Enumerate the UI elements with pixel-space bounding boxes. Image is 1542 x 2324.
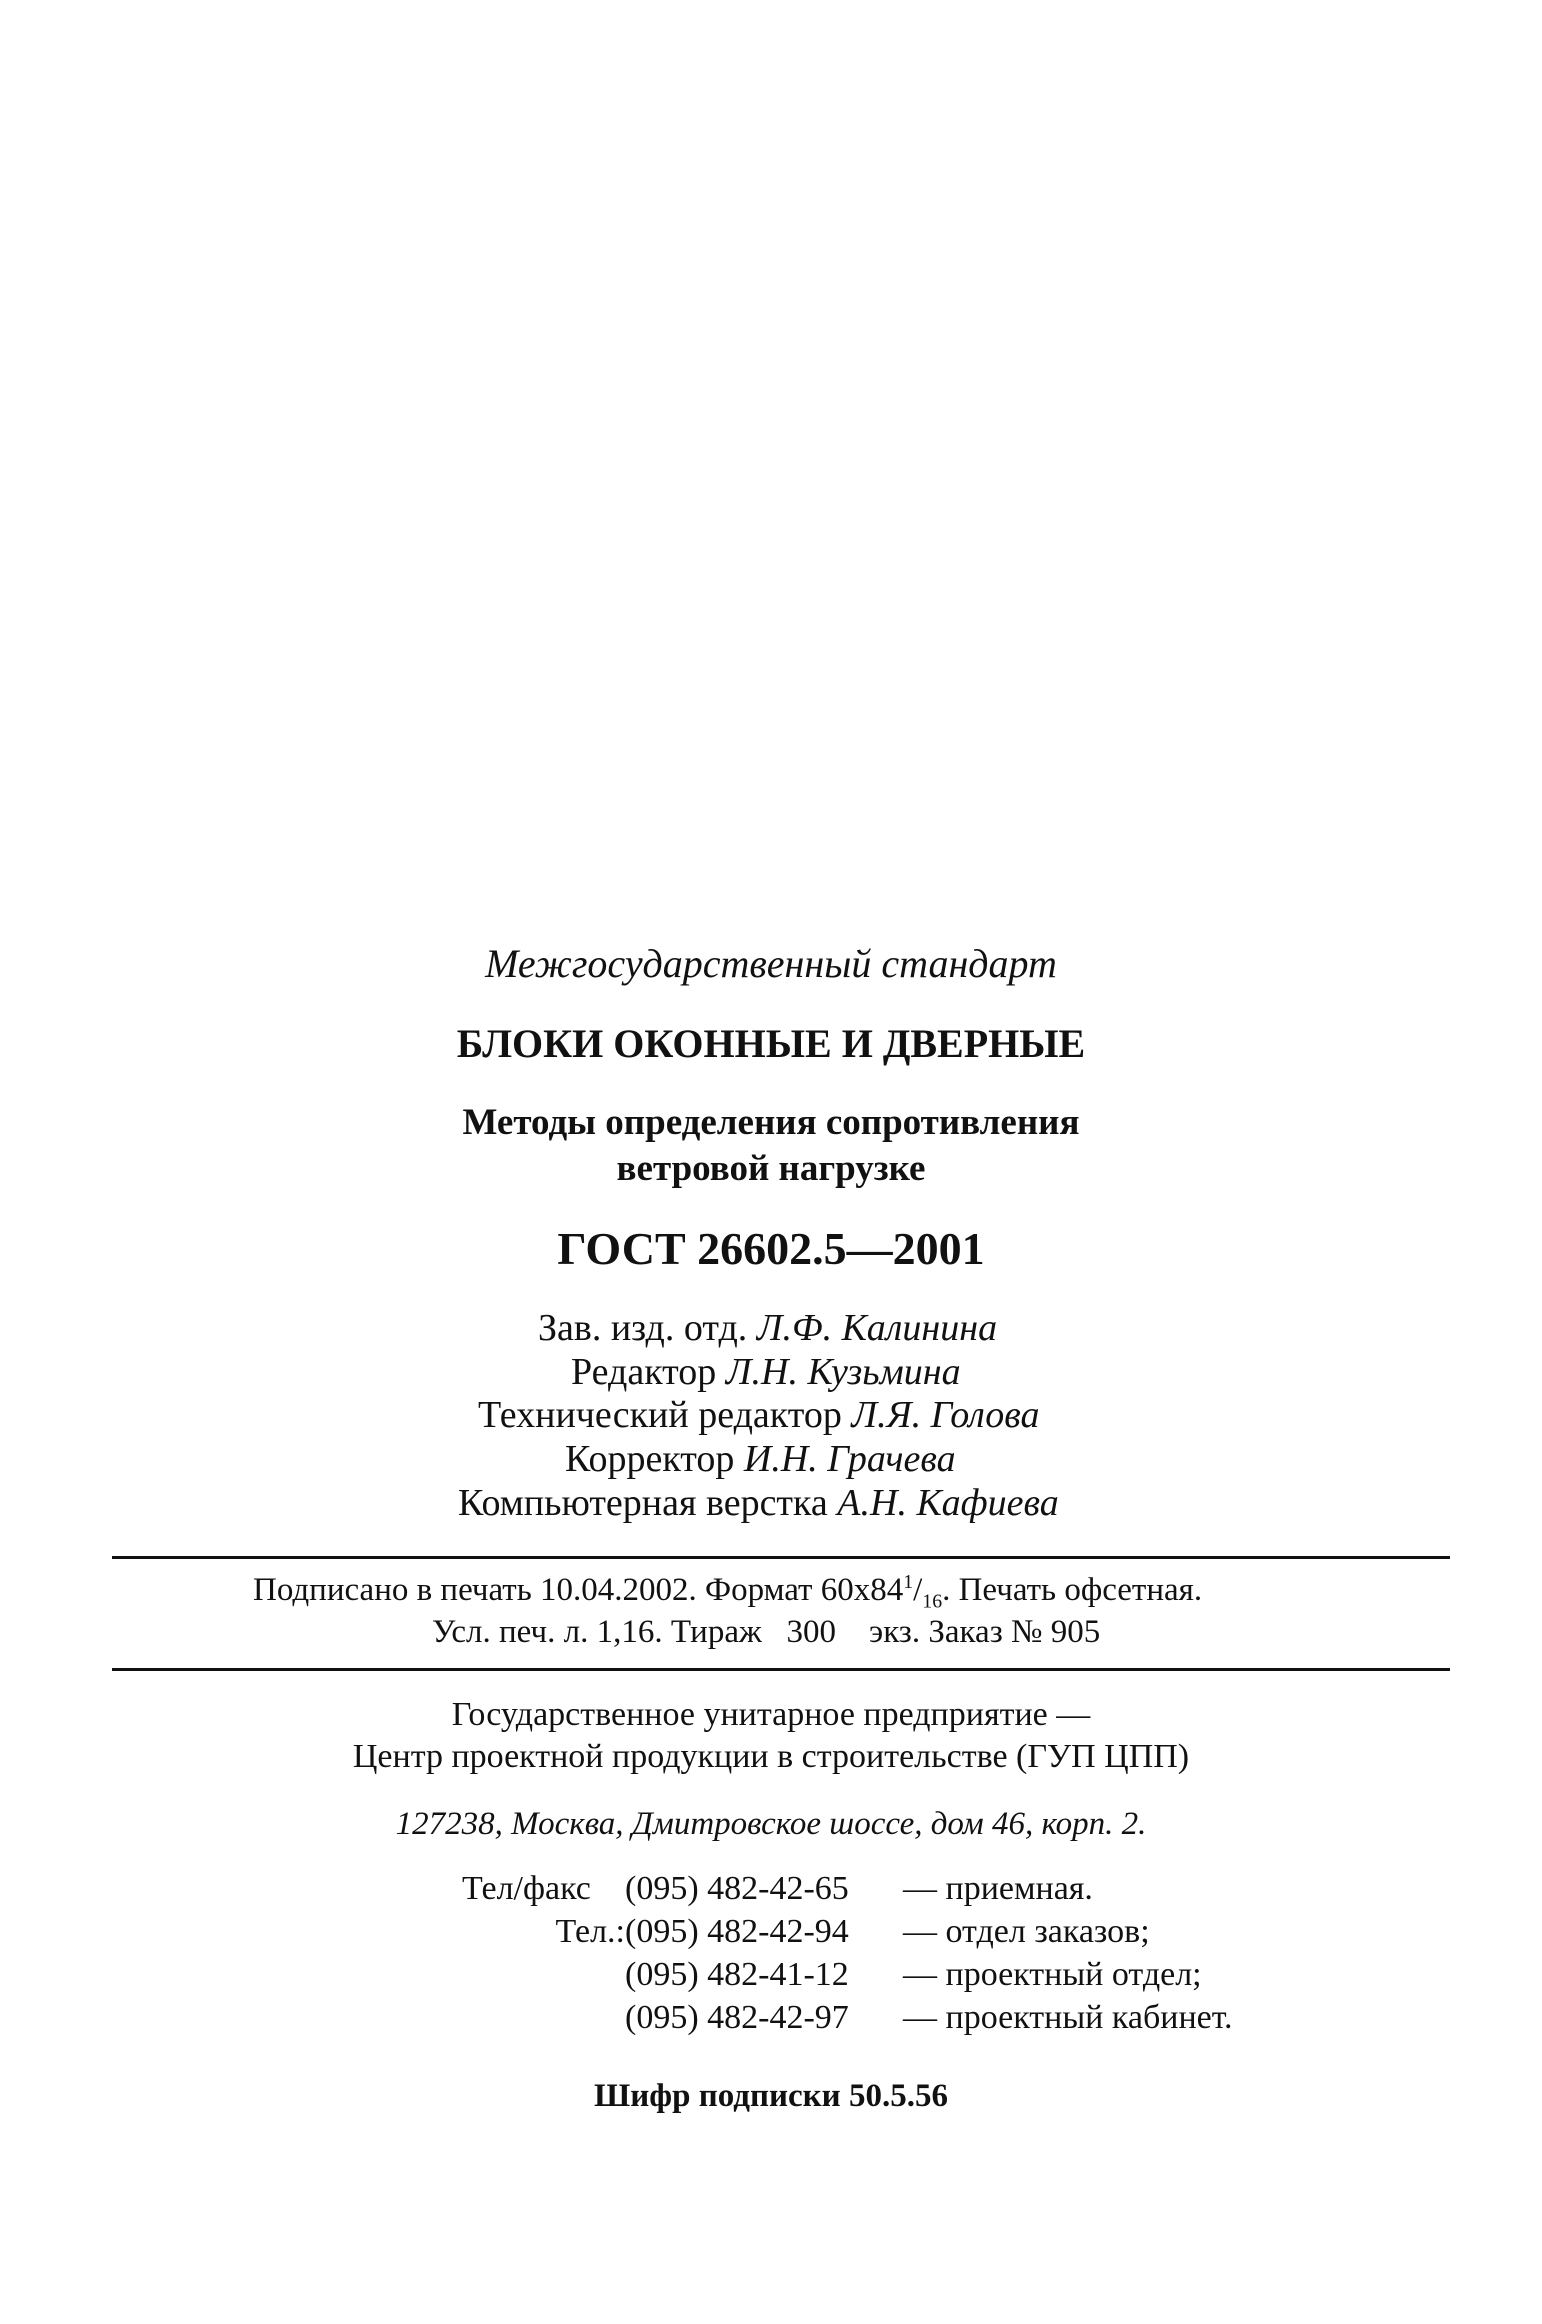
- document-method-line-2: ветровой нагрузке: [616, 1148, 926, 1189]
- contact-desc: — отдел заказов;: [903, 1913, 1150, 1950]
- credit-proofreader: [565, 1437, 956, 1481]
- contact-label: Тел/факс: [462, 1870, 591, 1907]
- credit-name: А.Н. Кафиева: [837, 1482, 1059, 1524]
- credit-role: Зав. изд. отд.: [538, 1307, 748, 1349]
- credit-role: Корректор: [565, 1438, 735, 1480]
- contact-phone: (095) 482-42-97: [625, 1999, 849, 2036]
- publisher-address: 127238, Москва, Дмитровское шоссе, дом 46, корп. 2.: [395, 1806, 1147, 1842]
- divider-top: [112, 1556, 1450, 1559]
- standard-type-label: Межгосударственный стандарт: [485, 941, 1057, 986]
- contact-desc: — проектный кабинет.: [903, 1999, 1233, 2036]
- run-unit: экз.: [869, 1614, 921, 1650]
- credit-name: Л.Ф. Калинина: [756, 1307, 998, 1349]
- format-label: Формат: [705, 1572, 813, 1608]
- contact-row: [462, 1999, 1233, 2037]
- imprint-line-2: [432, 1614, 1100, 1651]
- publisher-line-2: Центр проектной продукции в строительстве (ГУП ЦПП): [352, 1738, 1190, 1775]
- contact-label: Тел.:: [555, 1913, 625, 1950]
- order-label: Заказ №: [928, 1614, 1043, 1650]
- credit-head-of-department: [538, 1306, 997, 1350]
- contact-row: [462, 1913, 1150, 1951]
- contact-row: [462, 1956, 1202, 1994]
- credit-layout: [458, 1481, 1059, 1525]
- subscription-cipher: Шифр подписки 50.5.56: [594, 2078, 948, 2114]
- contact-phone: (095) 482-41-12: [625, 1956, 849, 1993]
- run-value: 300: [786, 1614, 837, 1650]
- credit-name: Л.Я. Голова: [851, 1394, 1040, 1436]
- signed-date: 10.04.2002.: [540, 1572, 697, 1608]
- contact-phone: (095) 482-42-65: [625, 1870, 849, 1907]
- credit-role: Редактор: [571, 1351, 717, 1393]
- credit-role: Технический редактор: [478, 1394, 842, 1436]
- credit-name: И.Н. Грачева: [743, 1438, 956, 1480]
- credit-name: Л.Н. Кузьмина: [725, 1351, 961, 1393]
- contact-phone: (095) 482-42-94: [625, 1913, 849, 1950]
- publisher-line-1: Государственное унитарное предприятие —: [451, 1696, 1091, 1733]
- contact-desc: — приемная.: [903, 1870, 1093, 1907]
- format-value: $60х84^1/_{16}$: [820, 1571, 943, 1613]
- gost-number: ГОСТ 26602.5—2001: [557, 1223, 985, 1274]
- contact-desc: — проектный отдел;: [903, 1956, 1202, 1993]
- credit-role: Компьютерная верстка: [458, 1482, 828, 1524]
- run-label: Тираж: [670, 1614, 762, 1650]
- divider-bottom: [112, 1668, 1450, 1671]
- signed-label: Подписано в печать: [253, 1572, 532, 1608]
- credit-technical-editor: [478, 1393, 1040, 1437]
- sheets-info: Усл. печ. л. 1,16.: [432, 1614, 663, 1650]
- document-method-line-1: Методы определения сопротивления: [462, 1102, 1080, 1143]
- order-value: 905: [1050, 1614, 1101, 1650]
- contact-row: [462, 1870, 1093, 1908]
- print-type: . Печать офсетная.: [942, 1572, 1203, 1608]
- credit-editor: [571, 1350, 961, 1394]
- imprint-line-1: [253, 1571, 1202, 1614]
- document-title: БЛОКИ ОКОННЫЕ И ДВЕРНЫЕ: [456, 1021, 1086, 1066]
